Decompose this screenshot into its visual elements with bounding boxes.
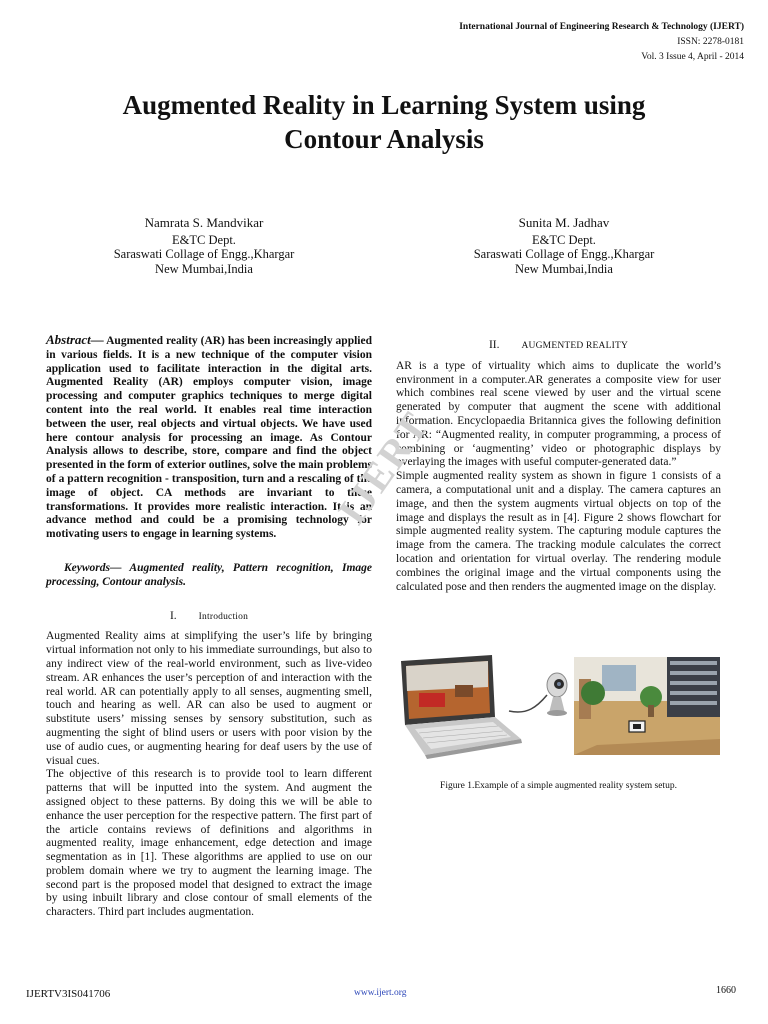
right-column [396,339,721,594]
section-number: I. [169,609,177,622]
author-city: New Mumbai,India [515,261,613,276]
section-title: Introduction [198,611,249,622]
author-college: Saraswati Collage of Engg.,Khargar [473,247,655,261]
author-dept: E&TC Dept. [532,232,596,247]
figure-ar-system-setup [397,655,720,770]
figure-caption: Figure 1.Example of a simple augmented reality system setup. [440,781,677,791]
footer-paper-id: IJERTV3IS041706 [26,988,111,1000]
section-heading-augmented-reality [396,339,721,354]
author-name: Sunita M. Jadhav [518,215,610,230]
paper-title-line2: Contour Analysis [284,124,484,154]
keywords: Keywords— Augmented reality, Pattern recognition, Image processing, Contour analysis. [46,561,372,588]
section-title: AUGMENTED REALITY [521,341,629,351]
ar-paragraph-2: Simple augmented reality system as shown in figure 1 consists of a camera, a computational unit and a display. The camera captures an image, and then the system augments virtual objects on top of the image and displays the result as in [4]. Figure 2 shows flowchart for simple augmented reality system. The capturing module captures the image from the camera. The tracking module calculates the correct location and orientation for virtual overlay. The rendering module combines the original image and the virtual components using the calculated pose and then renders the augmented image on the display. [396,470,721,593]
abstract-text: Augmented reality (AR) has been increasingly applied in various fields. It is a new technique of the computer vision application used to facilitate interaction in the digital arts. Augmented Reality (AR) employs computer vision, image processing and computer graphics techniques to merge digital content into the real world. It enables real time interaction between the user, real objects and virtual objects. We have used here contour analysis for processing an image. As Contour Analysis allows to describe, store, compare and find the object presented in the form of exterior outlines, solve the main problems of a pattern recognition - transposition, turn and a rescaling of the image of object. CA methods are invariant to these transformations. It provides more realistic interaction. It is an advance method and could be a promising technology for motivating users to engage in learning systems. [46,335,372,541]
journal-name: International Journal of Engineering Research & Technology (IJERT) [459,22,744,32]
journal-header [459,20,744,65]
footer-url-link[interactable]: www.ijert.org [354,988,407,998]
ijert-watermark: IJERT [328,403,439,533]
intro-paragraph-2: The objective of this research is to provide tool to learn different patterns that will be inputted into the system. And augment the assigned object to these patterns. By doing this we will be able to enhance the user perception for the respective pattern. The first part of the article contains reviews of definitions and algorithms in augmented reality, image enhancement, edge detection and image segmentation as in [1]. These algorithms are applied to use on our problem domain where we try to augment the learning image. The second part is the proposed model that designed to extract the image by using inbuilt library and close contour of small elements of the characters. Third part includes augmentation. [46,768,372,919]
author-college: Saraswati Collage of Engg.,Khargar [113,247,295,261]
author-block-1 [74,216,334,276]
volume-issue: Vol. 3 Issue 4, April - 2014 [641,52,744,62]
paper-title-line1: Augmented Reality in Learning System using [122,90,646,120]
paper-title [40,88,728,156]
left-column [46,333,372,920]
footer-page-number: 1660 [716,985,736,996]
scene-photo [574,657,720,755]
issn: ISSN: 2278-0181 [677,37,744,47]
intro-paragraph-1: Augmented Reality aims at simplifying the user’s life by bringing virtual information not only to his immediate surroundings, but also to any indirect view of the real-world environment, such as live-video stream. AR enhances the user’s perception of and interaction with the real world. AR can potentially apply to all senses, augmenting smell, touch and hearing as well. AR can also be used to augment or substitute users’ missing senses by sensory substitution, such as augmenting the sight of blind users or users with poor vision by the use of audio cues, or augmenting hearing for deaf users by the use of visual cues. [46,630,372,767]
author-name: Namrata S. Mandvikar [144,215,264,230]
author-block-2 [434,216,694,276]
author-city: New Mumbai,India [155,261,253,276]
abstract-lead: Abstract— [46,332,104,347]
section-heading-introduction [46,610,372,625]
section-number: II. [488,339,500,351]
author-dept: E&TC Dept. [172,232,236,247]
ar-paragraph-1: AR is a type of virtuality which aims to duplicate the world’s environment in a computer.AR generates a composite view for user which combines real scene viewed by user and the virtual scene generated by computer that augment the scene with additional information. Encyclopaedia Britannica gives the following definition for AR: “Augmented reality, in computer programming, a process of combining or ‘augmenting’ video or photographic displays by overlaying the images with useful computer-generated data.” [396,359,721,469]
abstract [46,333,372,542]
